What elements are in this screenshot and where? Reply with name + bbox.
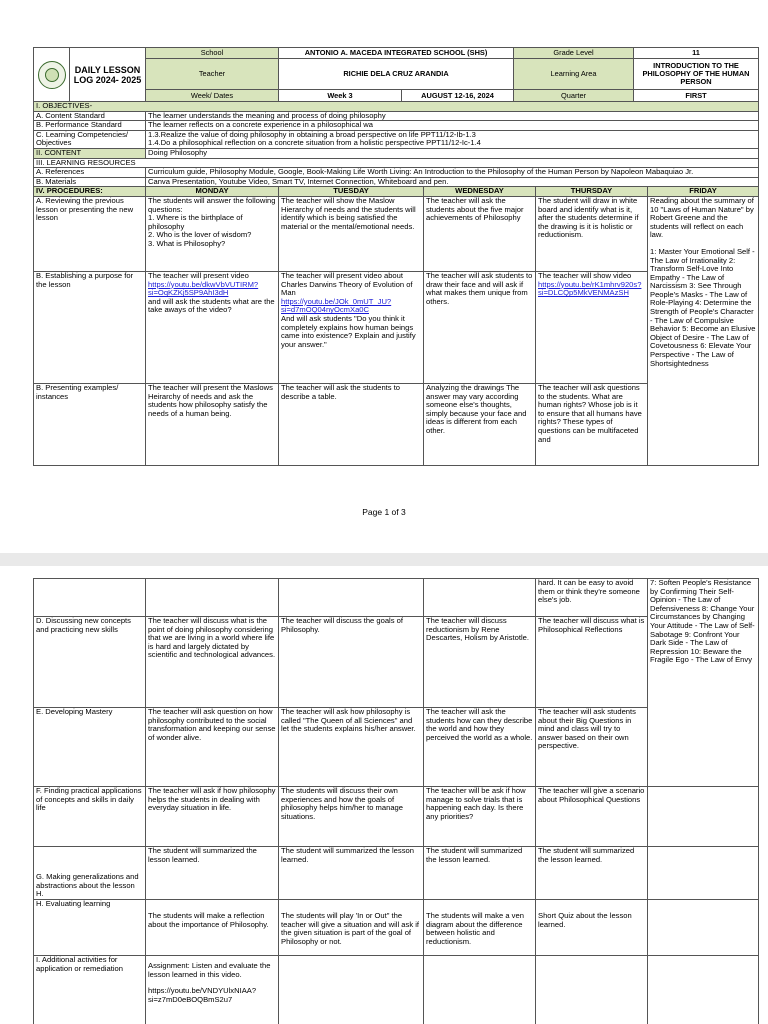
page-two xyxy=(0,566,768,1024)
area-label: Learning Area xyxy=(514,59,634,90)
row-b-monday xyxy=(146,271,279,383)
day-thursday: THURSDAY xyxy=(536,187,648,197)
day-monday: MONDAY xyxy=(146,187,279,197)
row-e-label: E. Developing Mastery xyxy=(34,708,146,787)
competency-1: 1.3.Realize the value of doing philosophy in obtaining a broad perspective on life PPT11/12-Ib-1.3 xyxy=(148,130,476,139)
row-g-tuesday: The student will summarized the lesson learned. xyxy=(279,847,424,900)
day-friday: FRIDAY xyxy=(648,187,759,197)
quarter-label: Quarter xyxy=(514,90,634,102)
row-f-wednesday: The teacher will be ask if how manage to solve trials that is happening each day. Is there any priorities? xyxy=(424,787,536,847)
school-label: School xyxy=(146,48,279,59)
row-e-monday: The teacher will ask question on how philosophy contributed to the social transformation and keeping our sense of wonder alive. xyxy=(146,708,279,787)
row-d-tuesday: The teacher will discuss the goals of Philosophy. xyxy=(279,617,424,708)
i-mon-video-link[interactable]: https://youtu.be/VNDYUlxNIAA?si=z7mD0eBOQBmS2u7 xyxy=(148,986,257,1004)
row-e-wednesday: The teacher will ask the students how can they describe the world and how they perceived the world as a whole. xyxy=(424,708,536,787)
b-mon-text: The teacher will present video xyxy=(148,271,249,280)
row-f-monday: The teacher will ask if how philosophy helps the students in dealing with everyday situation in life. xyxy=(146,787,279,847)
row-a-tuesday: The teacher will show the Maslow Hierarchy of needs and the students will identify which is being satisfied the material or the mental/emotional needs. xyxy=(279,196,424,271)
grade-value: 11 xyxy=(634,48,759,59)
school-seal xyxy=(34,48,70,102)
a-mon-q1: 1. Where is the birthplace of philosophy xyxy=(148,213,243,231)
row-g-wednesday: The student will summarized the lesson learned. xyxy=(424,847,536,900)
row-h-monday: The students will make a reflection about the importance of Philosophy. xyxy=(146,900,279,956)
friday-laws-part-1: 1: Master Your Emotional Self - The Law of Irrationality 2: Transform Self-Love Into Empathy - The Law of Narcissism 3: See Through People's Masks - The Law of Role-Playing 4: Determine the Strength of People's Character - The Law of Compulsive Behavior 5: Become an Elusive Object of Desire - The Law of Covetousness 6: Elevate Your Perspective - The Law of Shortsightedness xyxy=(650,246,756,368)
row-e-tuesday: The teacher will ask how philosophy is called "The Queen of all Sciences" and let the students explains his/her answer. xyxy=(279,708,424,787)
row-a-thursday: The student will draw in white board and identify what is it, after the students determine if the drawing is it is holistic or reductionism. xyxy=(536,196,648,271)
references-value: Curriculum guide, Philosophy Module, Google, Book-Making Life Worth Living: An Introduction to the Philosophy of the Human Person by Napoleon Mabaquiao Jr. xyxy=(146,168,759,178)
content-value: Doing Philosophy xyxy=(146,148,759,158)
performance-label: B. Performance Standard xyxy=(34,121,146,131)
row-g-thursday: The student will summarized the lesson learned. xyxy=(536,847,648,900)
row-e-thursday: The teacher will ask students about their Big Questions in mind and class will try to answer based on their own perspective. xyxy=(536,708,648,787)
area-value: INTRODUCTION TO THE PHILOSOPHY OF THE HUMAN PERSON xyxy=(634,59,759,90)
competency-2: 1.4.Do a philosophical reflection on a concrete situation from a holistic perspective PPT11/12-Ic-1.4 xyxy=(148,138,481,148)
row-f-thursday: The teacher will give a scenario about Philosophical Questions xyxy=(536,787,648,847)
row-a-label: A. Reviewing the previous lesson or presenting the new lesson xyxy=(34,196,146,271)
materials-value: Canva Presentation, Youtube Video, Smart TV, Internet Connection, Whiteboard and pen. xyxy=(146,177,759,187)
lesson-table-continued xyxy=(33,578,759,1024)
competencies-label: C. Learning Competencies/ Objectives xyxy=(34,130,146,148)
row-g-h-sub: H. xyxy=(36,889,44,899)
content-standard: The learner understands the meaning and process of doing philosophy xyxy=(146,111,759,121)
a-mon-q2: 2. Who is the lover of wisdom? xyxy=(148,230,252,240)
a-mon-intro: The students will answer the following questions: xyxy=(148,196,276,214)
row-g-monday: The student will summarized the lesson learned. xyxy=(146,847,279,900)
friday-laws-part-2: 7: Soften People's Resistance by Confirming Their Self-Opinion - The Law of Defensiveness 8: Change Your Circumstances by Changing Your Attitude - The Law of Self-Sabotage 9: Confront Your Dark Side - The Law of Repression 10: Beware the Fragile Ego - The Law of Envy xyxy=(648,579,759,787)
references-label: A. References xyxy=(34,168,146,178)
a-mon-q3: 3. What is Philosophy? xyxy=(148,238,226,248)
lesson-table xyxy=(33,101,759,466)
row-c-wednesday: Analyzing the drawings The answer may vary according someone else's thoughts, simply because your face and ideas is different from each other. xyxy=(424,383,536,465)
row-g-label-cell xyxy=(34,847,146,900)
row-d-monday: The teacher will discuss what is the point of doing philosophy considering that we are living in a world where life is hard and largely dictated by scientific and technological advances. xyxy=(146,617,279,708)
header-table xyxy=(33,47,759,102)
row-d-wednesday: The teacher will discuss reductionism by Rene Descartes, Holism by Aristotle. xyxy=(424,617,536,708)
b-tue-text: The teacher will present video about Charles Darwins Theory of Evolution of Man xyxy=(281,271,413,298)
row-i-label: I. Additional activities for application or remediation xyxy=(34,956,146,1024)
content-standard-label: A. Content Standard xyxy=(34,111,146,121)
objectives-heading: I. OBJECTIVES- xyxy=(34,102,759,112)
row-f-label: F. Finding practical applications of concepts and skills in daily life xyxy=(34,787,146,847)
row-h-thursday: Short Quiz about the lesson learned. xyxy=(536,900,648,956)
i-mon-assignment: Assignment: Listen and evaluate the lesson learned in this video. xyxy=(148,961,271,979)
row-c-tuesday: The teacher will ask the students to describe a table. xyxy=(279,383,424,465)
row-c-label: B. Presenting examples/ instances xyxy=(34,383,146,465)
row-b-thursday xyxy=(536,271,648,383)
row-h-tuesday: The students will play 'In or Out" the teacher will give a situation and will ask if the given situation is part of the goal of Philosophy or not. xyxy=(279,900,424,956)
row-a-wednesday: The teacher will ask the students about the five major achievements of Philosophy xyxy=(424,196,536,271)
row-f-tuesday: The students will discuss their own experiences and how the goals of philosophy helps him/her to manage situations. xyxy=(279,787,424,847)
row-a-monday xyxy=(146,196,279,271)
resources-heading: III. LEARNING RESOURCES xyxy=(34,158,759,168)
materials-label: B. Materials xyxy=(34,177,146,187)
b-mon-video-link[interactable]: https://youtu.be/dkwVbVUTIRM?si=OqKZKj5SP9AhI3dH xyxy=(148,279,259,298)
content-heading: II. CONTENT xyxy=(34,148,146,158)
row-d-thursday: The teacher will discuss what is Philosophical Reflections xyxy=(536,617,648,708)
row-b-wednesday: The teacher will ask students to draw their face and will ask if what makes them unique from others. xyxy=(424,271,536,383)
b-mon-question: and will ask the students what are the take aways of the video? xyxy=(148,296,275,315)
teacher-name: RICHIE DELA CRUZ ARANDIA xyxy=(279,59,514,90)
dates-value: AUGUST 12-16, 2024 xyxy=(402,90,514,102)
row-h-label: H. Evaluating learning xyxy=(34,900,146,956)
row-c-thursday: The teacher will ask questions to the students. What are human rights? Whose job is it to ensure that all humans have rights? These types of questions can be multifaceted and xyxy=(536,383,648,465)
friday-intro: Reading about the summary of 10 "Laws of Human Nature" by Robert Greene and the students will reflect on each law. xyxy=(650,196,754,240)
seal-icon xyxy=(38,61,66,89)
school-name: ANTONIO A. MACEDA INTEGRATED SCHOOL (SHS) xyxy=(279,48,514,59)
b-tue-video-link[interactable]: https://youtu.be/JOk_0mUT_JU?si=d7mOQ04nyOcmXa0C xyxy=(281,296,392,315)
row-b-tuesday xyxy=(279,271,424,383)
performance-standard: The learner reflects on a concrete experience in a philosophical wa xyxy=(146,121,759,131)
friday-cell xyxy=(648,196,759,465)
b-thu-video-link[interactable]: https://youtu.be/rK1mhrv920s?si=DLCQp5MkVENMAzSH xyxy=(538,279,642,298)
row-h-wednesday: The students will make a ven diagram about the difference between holistic and reductionism. xyxy=(424,900,536,956)
row-d-label: D. Discussing new concepts and practicing new skills xyxy=(34,617,146,708)
procedures-heading: IV. PROCEDURES: xyxy=(34,187,146,197)
doc-title: DAILY LESSON LOG 2024- 2025 xyxy=(70,48,146,102)
page-footer: Page 1 of 3 xyxy=(362,507,406,517)
week-label: Week/ Dates xyxy=(146,90,279,102)
day-wednesday: WEDNESDAY xyxy=(424,187,536,197)
quarter-value: FIRST xyxy=(634,90,759,102)
b-thu-text: The teacher will show video xyxy=(538,271,632,280)
row-c-thursday-continued: hard. It can be easy to avoid them or think they're someone else's job. xyxy=(536,579,648,617)
row-b-label: B. Establishing a purpose for the lesson xyxy=(34,271,146,383)
row-i-monday xyxy=(146,956,279,1024)
row-c-monday: The teacher will present the Maslows Heirarchy of needs and ask the students how philosophy satisfy the needs of a human being. xyxy=(146,383,279,465)
teacher-label: Teacher xyxy=(146,59,279,90)
week-value: Week 3 xyxy=(279,90,402,102)
day-tuesday: TUESDAY xyxy=(279,187,424,197)
grade-label: Grade Level xyxy=(514,48,634,59)
row-g-label: G. Making generalizations and abstractions about the lesson xyxy=(36,872,139,890)
b-tue-question: And will ask students "Do you think it completely explains how human beings came into existence? Explain and justify your answer." xyxy=(281,313,416,349)
